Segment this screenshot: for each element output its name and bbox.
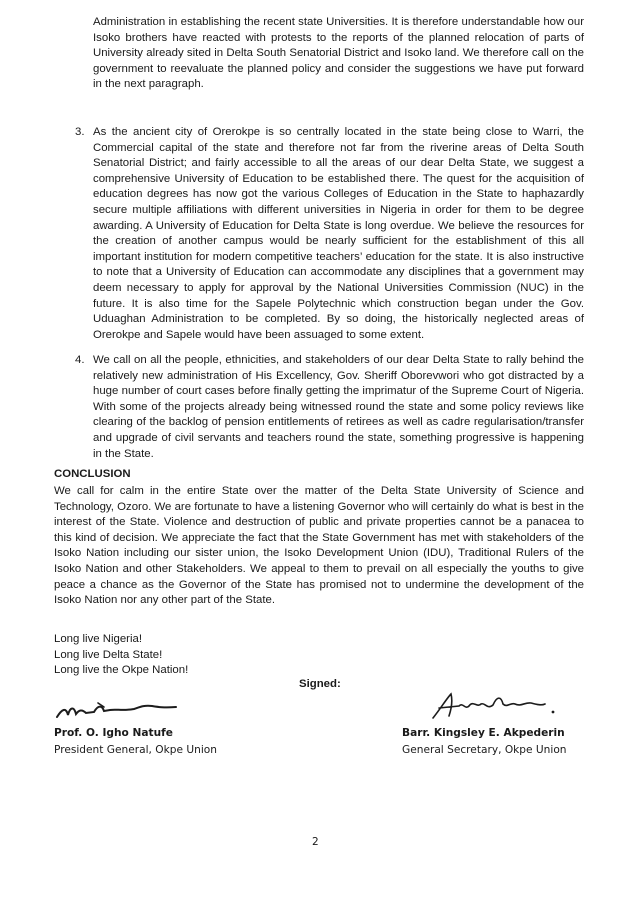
list-item-4 [54,353,584,462]
slogan: Long live Nigeria! [54,633,143,645]
signatory-president [54,725,217,759]
signatory-title: General Secretary, Okpe Union [402,744,567,756]
list-item-text: We call on all the people, ethnicities, and stakeholders of our dear Delta State to rally behind the relatively new administration of His Excellency, Gov. Sheriff Oborevwori who got distracted by a huge number of court cases before finally getting the imprimatur of the Supreme Court of Nigeria. With some of the projects already being witnessed round the state and some policy reviews like clearing of the backlog of pension entitlements of retirees as well as cadre regularisation/transfer and upgrade of civil servants and teachers round the state, something progressive is happening in the State. [93,354,584,460]
slogan: Long live Delta State! [54,648,163,661]
list-item-number: 4. [75,354,85,366]
closing-slogans [54,632,188,679]
conclusion-paragraph: We call for calm in the entire State over the matter of the Delta State University of Science and Technology, Ozoro. We are fortunate to have a listening Governor who will certainly do what is best in the interest of the State. Violence and destruction of public and private properties cannot be a panacea to this kind of decision. We appreciate the fact that the State Government has met with stakeholders of the Isoko Nation including our sister union, the Isoko Development Union (IDU), Traditional Rulers of the Isoko Nation and other Stakeholders. We appeal to them to prevail on all especially the youths to give peace a chance as the Governor of the State has promised not to undermine the development of the Isoko Nation nor any other part of the State. [54,485,584,607]
signatory-secretary [402,725,567,759]
signature-president-image [54,697,184,723]
page-number: 2 [312,836,319,848]
signed-label: Signed: [299,678,341,690]
signatory-title: President General, Okpe Union [54,744,217,756]
list-item-3 [54,125,584,343]
lead-paragraph: Administration in establishing the recent state Universities. It is therefore understandable how our Isoko brothers have reacted with protests to the reports of the planned relocation of parts of University already sited in Delta South Senatorial District and Isoko land. We therefore call on the government to reevaluate the planned policy and consider the suggestions we have put forward in the next paragraph. [93,16,584,91]
slogan: Long live the Okpe Nation! [54,664,189,677]
signatory-name: Prof. O. Igho Natufe [54,727,173,739]
list-item-number: 3. [75,126,85,138]
conclusion-heading: CONCLUSION [54,468,131,480]
list-item-text: As the ancient city of Orerokpe is so centrally located in the state being close to Warri, the Commercial capital of the state and therefore not far from the riverine areas of Delta South Senatorial District; and fairly accessible to all the areas of our dear Delta State, we suggest a comprehensive University of Education to be established there. The quest for the acquisition of education degrees has now got the various Colleges of Education in the State to haphazardly secure multiple affiliations with different universities in Nigeria in order for them to be degree awarding. A University of Education for Delta State is long overdue. We believe the resources for the creation of another campus would be nearly sufficient for the establishment of this all important institution for modern competitive teachers’ education for the state. It is also instructive to note that a University of Education can accommodate any disciplines that a government may deem necessary to apply for approval by the National Universities Commission (NUC) in the future. It is also time for the Sapele Polytechnic which construction began under the Gov. Uduaghan Administration to be completed. By so doing, the historically neglected areas of Orerokpe and Sapele would have been assuaged to some extent. [93,126,584,341]
signature-secretary-image [425,690,575,724]
signatory-name: Barr. Kingsley E. Akpederin [402,727,565,739]
